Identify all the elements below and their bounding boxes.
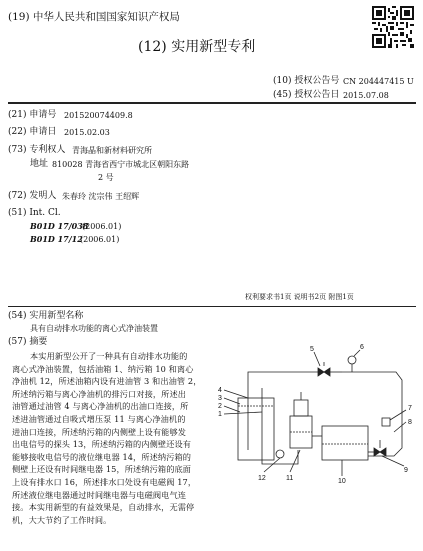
qr-code xyxy=(372,6,414,48)
abstract-line: 出电信号的探头 13，所述纳污箱的内侧壁还设有 xyxy=(12,439,192,450)
holder: 青海晶和新材料研究所 xyxy=(72,146,152,155)
figure-label: 7 xyxy=(408,405,412,412)
abstract-label: (57) 摘要 xyxy=(8,337,48,347)
pub-date-label: (45) 授权公告日 xyxy=(273,90,340,100)
utility-model-title: 具有自动排水功能的离心式净油装置 xyxy=(30,324,158,333)
abstract-line: 接。本实用新型的有益效果是，自动排水，无需停 xyxy=(12,502,195,513)
app-no: 201520074409.8 xyxy=(64,111,133,120)
pub-no-label: (10) 授权公告号 xyxy=(273,76,340,86)
abstract-line: 油管通过油管 4 与离心净油机的出油口连接，所 xyxy=(12,401,189,412)
abstract-line: 本实用新型公开了一种具有自动排水功能的 xyxy=(30,351,188,361)
figure-label: 5 xyxy=(310,346,314,353)
abstract-line: 侧壁上还设有时间继电器 15，所述纳污箱的底面 xyxy=(12,464,192,475)
document-type: (12) 实用新型专利 xyxy=(138,39,256,55)
inventors: 朱春玲 沈宗伟 王绍辉 xyxy=(62,192,140,201)
sewage-tank xyxy=(322,426,368,460)
figure-label: 4 xyxy=(218,387,222,394)
app-no-label: (21) 申请号 xyxy=(8,110,57,120)
ipc-date-2: (2006.01) xyxy=(80,235,120,244)
ipc-code-1: B01D 17/038 xyxy=(30,221,89,231)
figure-label: 3 xyxy=(218,395,222,402)
figure-label: 9 xyxy=(404,467,408,474)
header-rule xyxy=(8,102,416,104)
abstract-line: 述进油管通过自吸式增压泵 11 与离心净油机的 xyxy=(12,413,186,424)
filing-date: 2015.02.03 xyxy=(64,128,110,137)
apparatus-figure xyxy=(218,340,418,490)
figure-label: 2 xyxy=(218,403,222,410)
ipc-label: (51) Int. Cl. xyxy=(8,208,61,218)
pub-date: 2015.07.08 xyxy=(343,91,389,100)
abstract-text xyxy=(12,350,218,526)
abstract-line: 所述纳污箱与离心净油机的排污口对接，所述出 xyxy=(12,388,187,399)
figure-label: 8 xyxy=(408,419,412,426)
abstract-line: 所述液位继电器通过时间继电器与电磁阀电气连 xyxy=(12,489,187,500)
title-label: (54) 实用新型名称 xyxy=(8,311,84,321)
abstract-line: 离心式净油装置，包括油箱 1、纳污箱 10 和离心 xyxy=(12,363,194,374)
figure-label: 10 xyxy=(338,478,346,485)
office-name: (19) 中华人民共和国国家知识产权局 xyxy=(8,11,180,23)
holder-label: (73) 专利权人 xyxy=(8,145,66,155)
biblio-rule xyxy=(8,306,416,307)
abstract-line: 机，大大节约了工作时间。 xyxy=(12,514,112,525)
figure-label: 6 xyxy=(360,344,364,351)
figure-label: 11 xyxy=(286,475,294,482)
address-label: 地址 xyxy=(30,159,49,169)
figure-label: 12 xyxy=(258,475,266,482)
abstract-line: 进油口连接，所述纳污箱的内侧壁上设有能够发 xyxy=(12,426,187,437)
oil-tank xyxy=(238,398,274,460)
filing-date-label: (22) 申请日 xyxy=(8,127,57,137)
valve-icon xyxy=(318,368,324,376)
pub-no: CN 204447415 U xyxy=(343,77,414,86)
abstract-line: 上设有排水口 16，所述排水口处设有电磁阀 17， xyxy=(12,476,197,487)
abstract-line: 净油机 12，所述油箱内设有进油管 3 和出油管 2， xyxy=(12,376,202,387)
pump-icon xyxy=(276,450,284,458)
address-line-2: 2 号 xyxy=(98,173,114,182)
figure-label: 1 xyxy=(218,411,222,418)
page-info: 权利要求书1页 说明书2页 附图1页 xyxy=(245,293,354,301)
abstract-line: 能够接收电信号的液位继电器 14，所述纳污箱的 xyxy=(12,451,192,462)
ipc-code-2: B01D 17/12 xyxy=(30,234,83,244)
ipc-date-1: (2006.01) xyxy=(82,222,122,231)
inventor-label: (72) 发明人 xyxy=(8,191,57,201)
address-line-1: 810028 青海省西宁市城北区朝阳东路 xyxy=(52,160,190,169)
